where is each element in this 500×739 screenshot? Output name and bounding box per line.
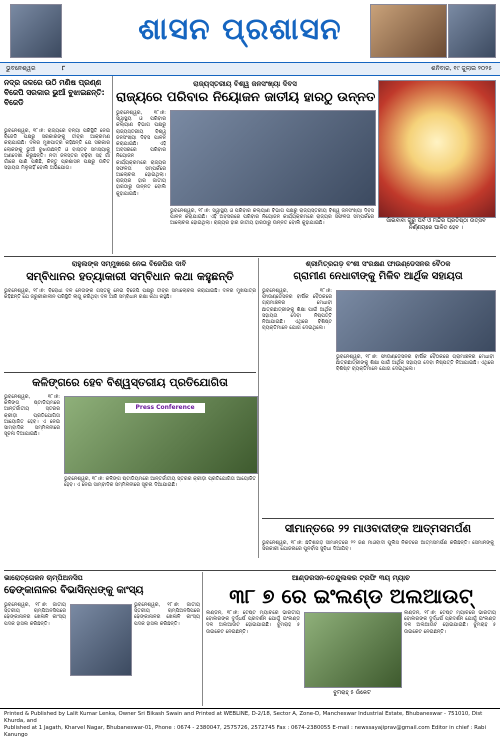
- story4-kicker: ଶ୍ରୀମିତ୍ରଗଡ଼ ବଂଶୀ ସଂରକ୍ଷଣ ଫାଉଣ୍ଡେସନର ବୈଠକ: [305, 260, 451, 268]
- story5-headline: କଳିଙ୍ଗରେ ହେବ ବିଶ୍ୱସ୍ତରୀୟ ପ୍ରତିଯୋଗିତା: [32, 376, 228, 389]
- story4-body: ଭୁବନେଶ୍ୱର, ୧୮।୭: ଫାଉଣ୍ଡେସନର ବାର୍ଷିକ ବୈଠକରେ ଗ୍ରାମାଞ୍ଚଳର ମେଧାବୀ ଛାତ୍ରଛାତ୍ରୀଙ୍କୁ ଶିକ୍ଷା ପାଇଁ ଆର୍ଥିକ ସହାୟତା ଦେବା ନିଷ୍ପତ୍ତି ନିଆଯାଇଛି। ଏଥିରେ ବିଶିଷ୍ଟ ବ୍ୟକ୍ତିମାନେ ଯୋଗ ଦେଇଥିଲେ।: [262, 288, 332, 332]
- story1-body: ଭୁବନେଶ୍ୱର, ୧୮।୭: ରାଜ୍ୟରେ ବନ୍ୟା ପରିସ୍ଥିତି ନେଇ ବିଜେଡି ପକ୍ଷରୁ ସରକାରଙ୍କୁ ତୀବ୍ର ଆକ୍ରମଣ କରାଯାଇଛି। ଦଳର ମୁଖପାତ୍ର କହିଛନ୍ତି ଯେ ସରକାର ଲୋକଙ୍କୁ ଭୁଆଁ ବୁଝାଉଛନ୍ତି ଓ ବାସ୍ତବ ସମସ୍ୟାକୁ ଅଣଦେଖା କରୁଛନ୍ତି। ନଦୀ ଜଳସ୍ତର ବଢ଼ିବା ସହ ଗାଁ ଗାଁରେ ପାଣି ପଶିଛି, କିନ୍ତୁ ପ୍ରଶାସନ ପକ୍ଷରୁ ଉଚିତ ସହାୟତା ମିଳୁନାହିଁ ବୋଲି ଅଭିଯୋଗ।: [4, 128, 110, 172]
- column-divider: [112, 76, 113, 254]
- date-bar: [0, 62, 500, 76]
- column-divider: [202, 572, 203, 706]
- imprint-footer: [0, 708, 500, 738]
- story4-meeting-photo: [336, 290, 496, 352]
- imprint-line-1: Printed & Published by Lalit Kumar Lenka, Owner Sri Bikash Swain and Printed at WEBLINE, D-2/18, Sector A, Zone-D, Mancheswar Industrial Estate, Bhubaneswar - 751010, Dist Khurda, and: [4, 711, 483, 724]
- story2-kicker: ରାଜ୍ୟସ୍ତରୀୟ ବିଶ୍ୱ ଜନସଂଖ୍ୟା ଦିବସ: [193, 80, 297, 88]
- story3-kicker: ରାହୁଲଙ୍କ ସମ୍ମୁଖରେ ନେଇ ବିଜେପିର ଦାବି: [71, 260, 187, 268]
- story8-cricket-photo: [304, 612, 402, 688]
- story8-body-continued: ଲଣ୍ଡନ, ୧୮।୭: ଟେଷ୍ଟ ମ୍ୟାଚରେ ଭାରତୀୟ ବୋଲରଙ୍କ ଦୁର୍ଦ୍ଧର୍ଷ ପ୍ରଦର୍ଶନ ଯୋଗୁଁ ଇଂଲଣ୍ଡ ଦଳ ଅଲଆଉଟ ହୋଇଯାଇଛି। ବୁମରାହ ୫ ଉଇକେଟ ନେଇଛନ୍ତି।: [404, 610, 496, 635]
- story7-athlete-photo: [70, 604, 132, 676]
- story2-group-photo: [170, 110, 376, 206]
- story2-body-continued: ଭୁବନେଶ୍ୱର, ୧୮।୭: ସ୍ୱାସ୍ଥ୍ୟ ଓ ପରିବାର କଲ୍ୟାଣ ବିଭାଗ ପକ୍ଷରୁ ରାଜ୍ୟସ୍ତରୀୟ ବିଶ୍ୱ ଜନସଂଖ୍ୟା ଦିବସ ପାଳନ କରାଯାଇଛି। ଏହି ଅବସରରେ ପରିବାର ନିୟୋଜନ କାର୍ଯ୍ୟକ୍ରମରେ ରାଜ୍ୟର ସଫଳତା ସମ୍ପର୍କରେ ଆଲୋଚନା ହୋଇଥିଲା। ରାଜ୍ୟର ହାର ଜାତୀୟ ହାରଠାରୁ ଉନ୍ନତ ବୋଲି କୁହାଯାଇଛି।: [170, 208, 374, 227]
- story2-headline: ରାଜ୍ୟରେ ପରିବାର ନିୟୋଜନ ଜାତୀୟ ହାରଠୁ ଉନ୍ନତ: [116, 90, 376, 105]
- issue-date: ଶନିବାର, ୧୯ ଜୁଲାଇ ୨୦୨୫: [431, 65, 492, 72]
- section-divider: [4, 372, 256, 373]
- section-divider: [4, 256, 496, 257]
- story6-body: ଭୁବନେଶ୍ୱର, ୧୮।୭: ଛତିଶଗଡ଼ ସୀମାନ୍ତରେ ୨୨ ଜଣ ମାଓବାଦୀ ପୁଲିସ ନିକଟରେ ଆତ୍ମସମର୍ପଣ କରିଛନ୍ତି। ସେମାନଙ୍କୁ ସରକାରୀ ଯୋଜନାରେ ପୁନର୍ବାସ ସୁବିଧା ଦିଆଯିବ।: [262, 540, 494, 553]
- masthead-portrait-right: [448, 4, 496, 58]
- story4-headline: ଗ୍ରାମୀଣ ନେଧାବୀଙ୍କୁ ମିଳିବ ଆର୍ଥିକ ସହାୟତା: [293, 271, 463, 282]
- sai-baba-image: [378, 80, 496, 218]
- masthead-building-photo: [370, 4, 447, 58]
- story3-body: ଭୁବନେଶ୍ୱର, ୧୮।୭: ବିରୋଧୀ ଦଳ ନେତାଙ୍କ ଗସ୍ତକୁ ନେଇ ବିଜେପି ପକ୍ଷରୁ ତୀବ୍ର ସମାଲୋଚନା କରାଯାଇଛି। ଦଳର ମୁଖପାତ୍ର କହିଛନ୍ତି ଯେ ଜରୁରୀକାଳୀନ ପରିସ୍ଥିତି ଲାଗୁ କରିଥିବା ଦଳ ଆଜି ସମ୍ବିଧାନ ରକ୍ଷା କଥା କହୁଛି।: [4, 288, 256, 301]
- story4-body-continued: ଭୁବନେଶ୍ୱର, ୧୮।୭: ଫାଉଣ୍ଡେସନର ବାର୍ଷିକ ବୈଠକରେ ଗ୍ରାମାଞ୍ଚଳର ମେଧାବୀ ଛାତ୍ରଛାତ୍ରୀଙ୍କୁ ଶିକ୍ଷା ପାଇଁ ଆର୍ଥିକ ସହାୟତା ଦେବା ନିଷ୍ପତ୍ତି ନିଆଯାଇଛି। ଏଥିରେ ବିଶିଷ୍ଟ ବ୍ୟକ୍ତିମାନେ ଯୋଗ ଦେଇଥିଲେ।: [336, 354, 494, 373]
- story1-headline: ନଦ୍ର ଜଳରେ ଉଠି ମଣିଷ ପ୍ରଣ୍ଣ ବିଜେପି ସରକାର ଭୁଆଁ ବୁଝାଇଛନ୍ତି: ବିଜେଡି: [4, 78, 105, 107]
- story5-body-continued: ଭୁବନେଶ୍ୱର, ୧୮।୭: କଳିଙ୍ଗ ଷ୍ଟାଡିୟମରେ ଆନ୍ତର୍ଜାତୀୟ ସ୍ତରର କ୍ରୀଡ଼ା ପ୍ରତିଯୋଗିତା ଆୟୋଜିତ ହେବ। ଏ ନେଇ ସାମ୍ବାଦିକ ସମ୍ମିଳନୀରେ ସୂଚନା ଦିଆଯାଇଛି।: [64, 476, 256, 489]
- story5-press-photo: [64, 396, 258, 474]
- story7-body: ଭୁବନେଶ୍ୱର, ୧୮।୭: ଜାତୀୟ ସ୍ତରୀୟ ଚାମ୍ପିଅନସିପରେ ଢେଙ୍କାନାଳର ଖେଳାଳି କାଂସ୍ୟ ପଦକ ହାସଲ କରିଛନ୍ତି।: [4, 602, 66, 627]
- section-divider: [4, 570, 496, 571]
- masthead-portrait-left: [10, 4, 62, 58]
- imprint-line-2: Published at 1 Jagath, Kharvel Nagar, Bhubaneswar-01, Phone : 0674 - 2380047, 2575726, 2572745 Fax : 0674-2380055 E-mail : newssayajiprav@gmail.com Editor in chief : Rabi Kanungo: [4, 725, 486, 738]
- edition-city: ଭୁବନେଶ୍ୱର: [6, 65, 36, 72]
- masthead: [0, 0, 500, 62]
- story7-kicker: ଭାରୋତ୍ତୋଳନ ଚାମ୍ପିଅନସିପ: [4, 574, 83, 582]
- column-divider: [258, 258, 259, 558]
- sai-baba-caption: ସାଁଇବାବା ଗୁରୁ ପର୍ବ ଓ ମନ୍ଦିର ପ୍ରତିଷ୍ଠା ଉତ୍ସବ ନିର୍ଣ୍ଣୟରେ ପାଳିତ ହେବ ।: [386, 218, 486, 231]
- story7-headline: ଢେଙ୍କାନାଳର ବିଭାସିନ୍ଧଙ୍କୁ କାଂସ୍ୟ: [4, 585, 144, 596]
- story7-body-continued: ଭୁବନେଶ୍ୱର, ୧୮।୭: ଜାତୀୟ ସ୍ତରୀୟ ଚାମ୍ପିଅନସିପରେ ଢେଙ୍କାନାଳର ଖେଳାଳି କାଂସ୍ୟ ପଦକ ହାସଲ କରିଛନ୍ତି।: [134, 602, 200, 627]
- story3-headline: ସମ୍ବିଧାନର ହତ୍ୟାକାରୀ ସମ୍ବିଧାନ କଥା କହୁଛନ୍ତି: [26, 270, 234, 283]
- story8-kicker: ଆଣ୍ଡରସନ-ତେନ୍ଦୁଲକର ଟ୍ରଫି ୩ୟ ମ୍ୟାଚ: [291, 574, 411, 582]
- story8-body: ଲଣ୍ଡନ, ୧୮।୭: ଟେଷ୍ଟ ମ୍ୟାଚରେ ଭାରତୀୟ ବୋଲରଙ୍କ ଦୁର୍ଦ୍ଧର୍ଷ ପ୍ରଦର୍ଶନ ଯୋଗୁଁ ଇଂଲଣ୍ଡ ଦଳ ଅଲଆଉଟ ହୋଇଯାଇଛି। ବୁମରାହ ୫ ଉଇକେଟ ନେଇଛନ୍ତି।: [206, 610, 300, 635]
- masthead-title: ଶାସନ ପ୍ରଶାସନ: [138, 12, 342, 47]
- section-divider: [262, 518, 494, 519]
- story8-caption: ବୁମରାହ୍ ୫ ଉିକେଟ: [333, 690, 371, 696]
- story8-headline: ୩୮ ୭ ରେ ଇଂଲଣ୍ଡ ଅଲଆଉଟ୍: [229, 584, 473, 608]
- story2-body: ଭୁବନେଶ୍ୱର, ୧୮।୭: ସ୍ୱାସ୍ଥ୍ୟ ଓ ପରିବାର କଲ୍ୟାଣ ବିଭାଗ ପକ୍ଷରୁ ରାଜ୍ୟସ୍ତରୀୟ ବିଶ୍ୱ ଜନସଂଖ୍ୟା ଦିବସ ପାଳନ କରାଯାଇଛି। ଏହି ଅବସରରେ ପରିବାର ନିୟୋଜନ କାର୍ଯ୍ୟକ୍ରମରେ ରାଜ୍ୟର ସଫଳତା ସମ୍ପର୍କରେ ଆଲୋଚନା ହୋଇଥିଲା। ରାଜ୍ୟର ହାର ଜାତୀୟ ହାରଠାରୁ ଉନ୍ନତ ବୋଲି କୁହାଯାଇଛି।: [116, 110, 166, 197]
- story5-body: ଭୁବନେଶ୍ୱର, ୧୮।୭: କଳିଙ୍ଗ ଷ୍ଟାଡିୟମରେ ଆନ୍ତର୍ଜାତୀୟ ସ୍ତରର କ୍ରୀଡ଼ା ପ୍ରତିଯୋଗିତା ଆୟୋଜିତ ହେବ। ଏ ନେଇ ସାମ୍ବାଦିକ ସମ୍ମିଳନୀରେ ସୂଚନା ଦିଆଯାଇଛି।: [4, 394, 60, 438]
- story6-headline: ସୀମାନ୍ତରେ ୨୨ ମାଓବାଦୀଙ୍କ ଆତ୍ମସମର୍ପଣ: [284, 522, 472, 535]
- page-number: ୮: [62, 65, 66, 72]
- press-conference-banner: Press Conference: [125, 403, 205, 413]
